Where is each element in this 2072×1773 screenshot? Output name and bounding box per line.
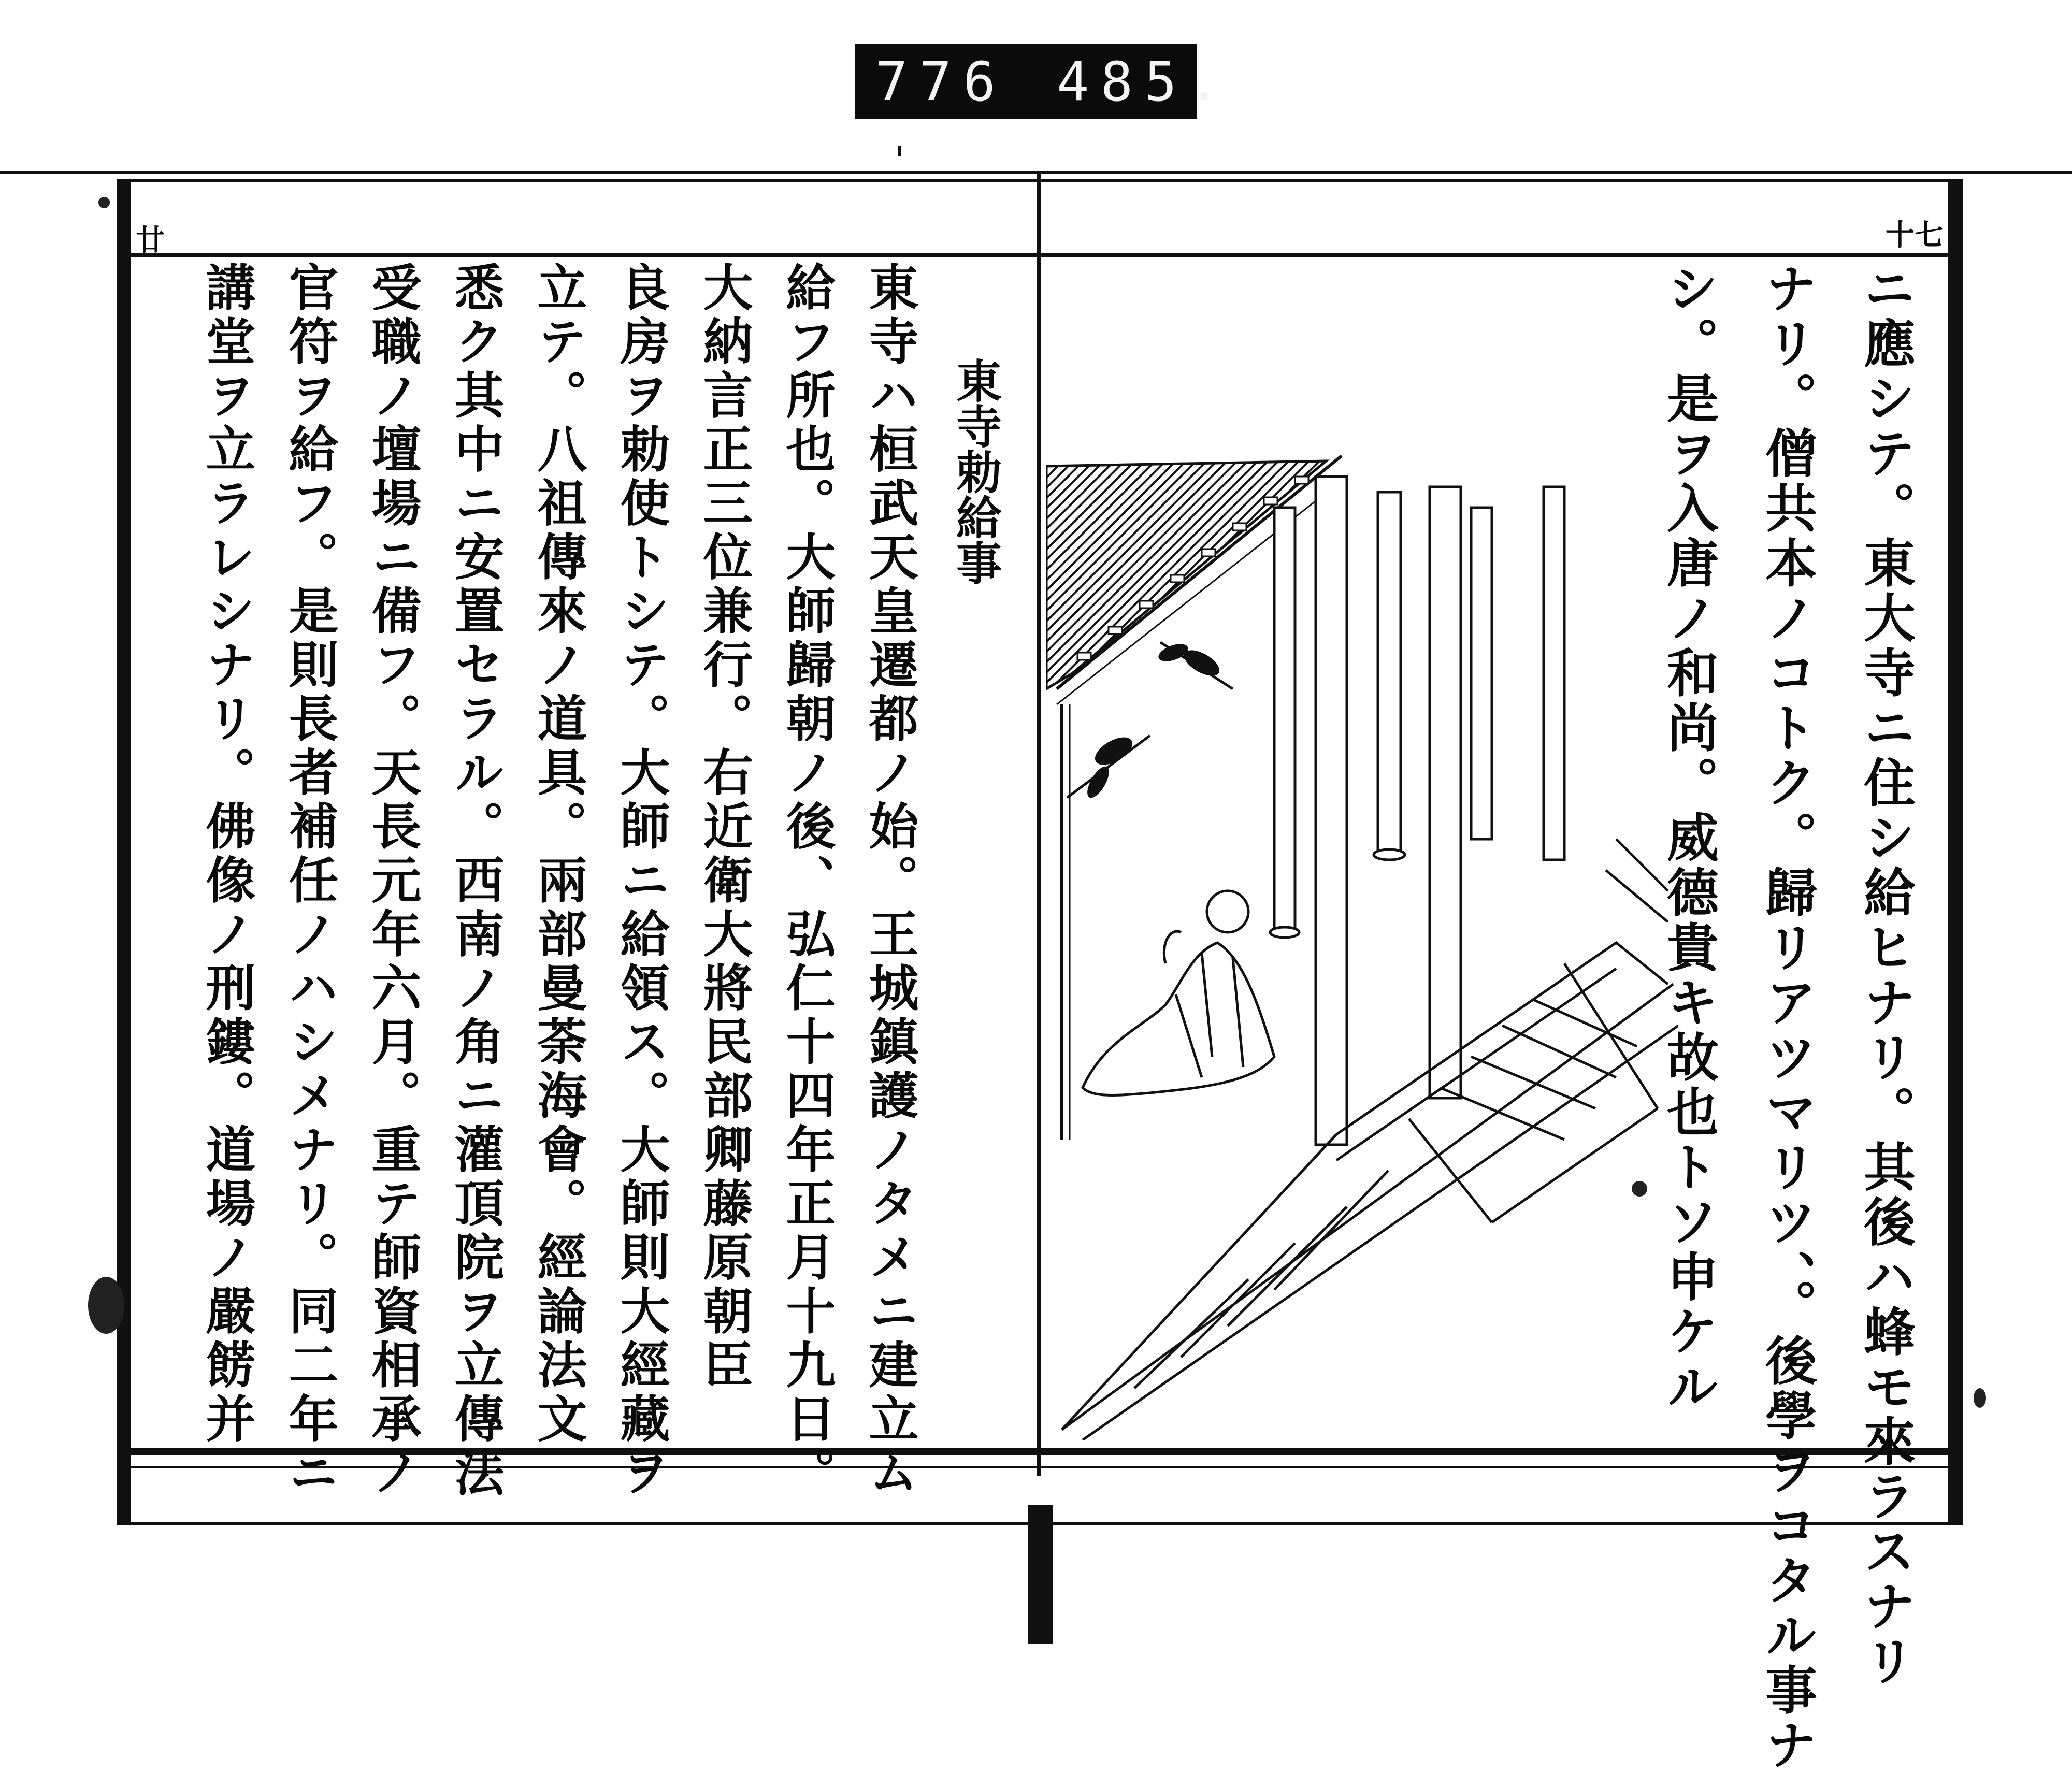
right-text-column-3: シ。是ヲ入唐ノ和尚。威德貴キ故也トソ申ケル bbox=[1658, 262, 1719, 1415]
text-column-5: 立テ。八祖傳來ノ道具。兩部曼荼海會。經論法文 bbox=[529, 262, 588, 1447]
temple-illustration bbox=[1046, 445, 1678, 1440]
text-column-1: 東寺ハ桓武天皇遷都ノ始。王城鎮護ノタメニ建立ム bbox=[861, 262, 919, 1501]
text-column-8: 官符ヲ給フ。是則長者補任ノハシメナリ。同二年ニ bbox=[281, 262, 339, 1501]
ink-stain bbox=[1974, 1388, 1986, 1408]
text-column-9: 講堂ヲ立ラレシナリ。佛像ノ刑鏤。道場ノ嚴餝并 bbox=[198, 262, 256, 1447]
folio-right: 十七 bbox=[1886, 218, 1944, 252]
film-frame-label bbox=[855, 44, 1232, 119]
text-column-7: 受職ノ壇場ニ備フ。天長元年六月。重テ師資相承ノ bbox=[364, 262, 422, 1501]
section-title: 東寺勅給事 bbox=[949, 357, 1003, 585]
film-number-left: 776 bbox=[875, 50, 1007, 113]
right-text-column-1: ニ應シテ。東大寺ニ住シ給ヒナリ。其後ハ蜂モ來ラスナリ bbox=[1855, 262, 1916, 1689]
film-number-right: 485. bbox=[1057, 50, 1232, 113]
frame-edge-right bbox=[1948, 179, 1963, 1525]
book-spine bbox=[1037, 171, 1041, 1476]
text-column-6: 悉ク其中ニ安置セラル。西南ノ角ニ灌頂院ヲ立傳法 bbox=[447, 262, 505, 1501]
text-column-2: 給フ所也。大師歸朝ノ後、弘仁十四年正月十九日。 bbox=[778, 262, 837, 1501]
bee-lower bbox=[1067, 732, 1150, 801]
seated-monk bbox=[1083, 891, 1274, 1095]
spine-tab bbox=[1028, 1505, 1053, 1644]
scan-tick-mark bbox=[898, 146, 901, 156]
text-column-4: 良房ヲ勅使トシテ。大師ニ給領ス。大師則大經藏ヲ bbox=[612, 262, 671, 1501]
ink-stain bbox=[88, 1277, 124, 1334]
folio-left: 廿 bbox=[136, 223, 165, 257]
frame-top-rule bbox=[127, 253, 1958, 257]
bee-upper bbox=[1156, 641, 1233, 689]
ink-speck bbox=[98, 197, 110, 208]
right-text-column-2: ナリ。僧共本ノコトク。歸リアツマリツ、。後學ヲコタル事ナ bbox=[1757, 262, 1818, 1773]
veranda-stairs bbox=[1062, 839, 1678, 1440]
ink-speck bbox=[1632, 1181, 1647, 1197]
scan-top-line bbox=[0, 171, 2072, 174]
pillars bbox=[1270, 477, 1564, 1145]
text-column-3: 大納言正三位兼行。右近衛大將民部卿藤原朝臣 bbox=[695, 262, 754, 1393]
